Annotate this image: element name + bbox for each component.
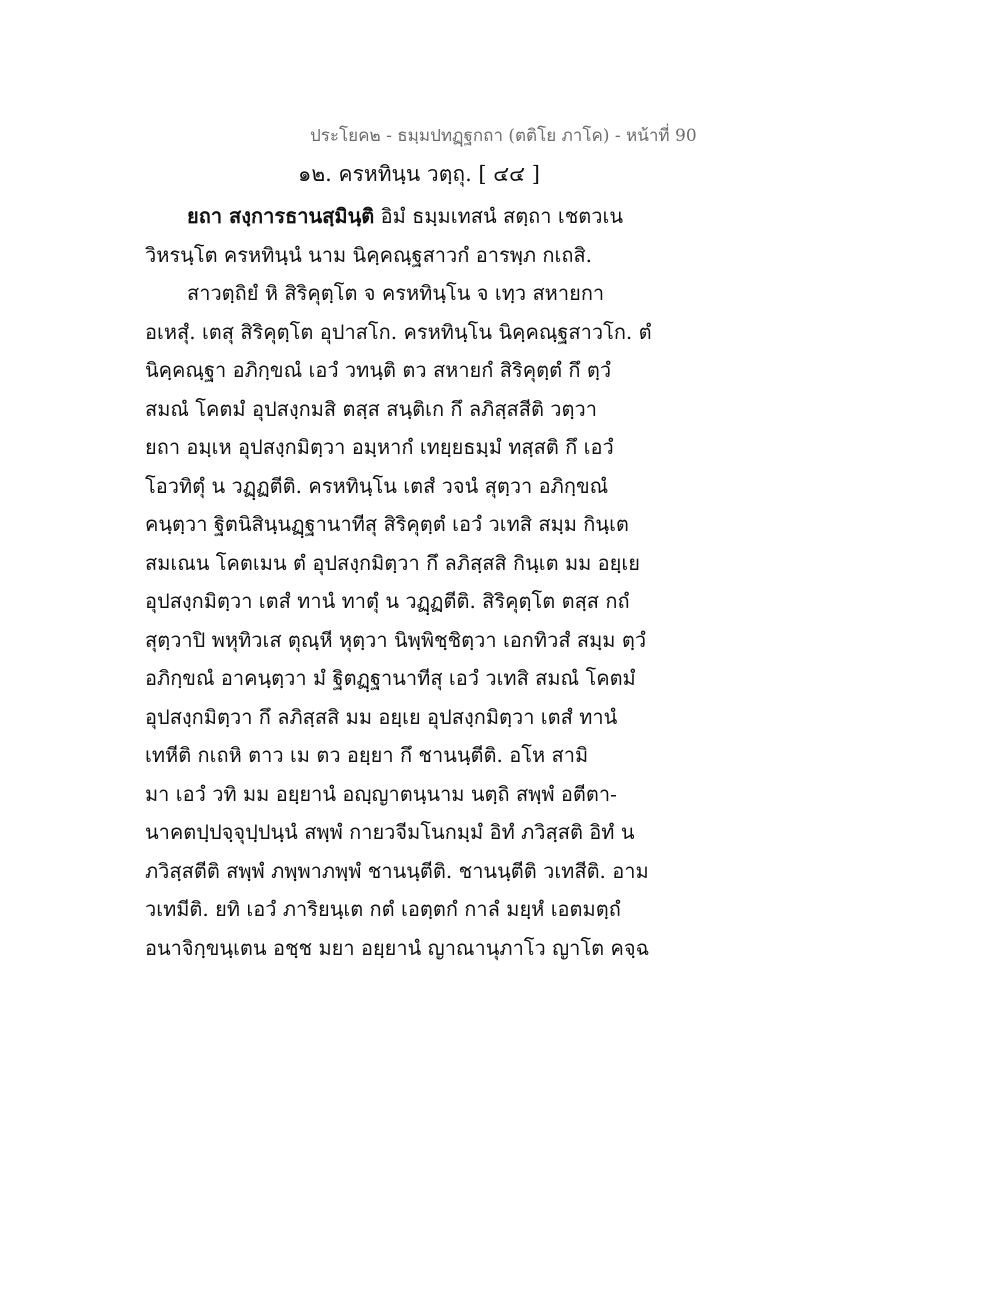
text-line: อเหสุํ. เตสุ สิริคุตฺโต อุปาสโก. ครหทินฺโน นิคฺคณฺฐสาวโก. ตํ: [145, 319, 652, 344]
text-line: มา เอวํ วทิ มม อยฺยานํ อญฺญาตนฺนาม นตฺถิ สพฺพํ อตีตา-: [145, 781, 617, 806]
opening-verse-words: ยถา สงฺการธานสฺมินฺติ: [187, 204, 375, 228]
text-line: อนาจิกฺขนฺเตน อชฺช มยา อยฺยานํ ญาณานุภาโว ญาโต คจฺฉ: [145, 935, 650, 960]
text-line: โอวทิตุํ น วฏฺฏตีติ. ครหทินฺโน เตสํ วจนํ สุตฺวา อภิกฺขณํ: [145, 473, 609, 498]
paragraph-first-line: สาวตฺถิยํ หิ สิริคุตฺโต จ ครหทินฺโน จ เทฺว สหายกา: [187, 281, 605, 305]
running-header: ประโยค๒ - ธมฺมปทฏฺฐกถา (ตติโย ภาโค) - หน้าที่ 90: [310, 126, 697, 146]
text-line: สมเณน โคตเมน ตํ อุปสงฺกมิตฺวา กึ ลภิสฺสสิ กินฺเต มม อยฺเย: [145, 550, 640, 575]
paragraph-first-line: [145, 197, 705, 236]
text-line: วิหรนฺโต ครหทินฺนํ นาม นิคฺคณฺฐสาวกํ อารพฺภ กเถสิ.: [145, 242, 593, 267]
text-line: คนฺตฺวา ฐิตนิสินฺนฏฺฐานาทีสุ สิริคุตฺตํ เอวํ วเทสิ สมฺม กินฺเต: [145, 512, 629, 536]
text-line: ภวิสฺสตีติ สพฺพํ ภพฺพาภพฺพํ ชานนฺตีติ. ชานนฺตีติ วเทสีติ. อาม: [145, 858, 649, 883]
text-line: นิคฺคณฺฐา อภิกฺขณํ เอวํ วทนฺติ ตว สหายกํ สิริคุตฺตํ กึ ตฺวํ: [145, 358, 612, 382]
text-line: อุปสงฺกมิตฺวา กึ ลภิสฺสสิ มม อยฺเย อุปสงฺกมิตฺวา เตสํ ทานํ: [145, 704, 618, 729]
text-line: สุตฺวาปิ พหุทิวเส ตุณฺหี หุตฺวา นิพฺพิชฺชิตฺวา เอกทิวสํ สมฺม ตฺวํ: [145, 627, 647, 652]
text-line: ยถา อมฺเห อุปสงฺกมิตฺวา อมฺหากํ เทยฺยธมฺมํ ทสฺสติ กึ เอวํ: [145, 435, 614, 459]
text-line: สมณํ โคตมํ อุปสงฺกมสิ ตสฺส สนฺติเก กึ ลภิสฺสสีติ วตฺวา: [145, 396, 597, 421]
text-line: เทหีติ กเถหิ ตาว เม ตว อยฺยา กึ ชานนฺตีติ. อโห สามิ: [145, 743, 589, 767]
text-line: อภิกฺขณํ อาคนฺตฺวา มํ ฐิตฏฺฐานาทีสุ เอวํ วเทสิ สมณํ โคตมํ: [145, 666, 636, 690]
opening-line-rest: อิมํ ธมฺมเทสนํ สตฺถา เชตวเน: [374, 204, 624, 228]
text-line: วเทมีติ. ยทิ เอวํ ภาริยนฺเต กตํ เอตฺตกํ กาลํ มยฺหํ เอตมตฺถํ: [145, 897, 621, 921]
chapter-title: ๑๒. ครหทินฺน วตฺถุ. [ ๔๔ ]: [298, 162, 540, 186]
text-line: อุปสงฺกมิตฺวา เตสํ ทานํ ทาตุํ น วฏฺฏตีติ. สิริคุตฺโต ตสฺส กถํ: [145, 589, 630, 613]
text-line: นาคตปฺปจฺจุปฺปนฺนํ สพฺพํ กายวจีมโนกมฺมํ อิทํ ภวิสฺสติ อิทํ น: [145, 820, 635, 844]
body-text: [145, 197, 705, 967]
